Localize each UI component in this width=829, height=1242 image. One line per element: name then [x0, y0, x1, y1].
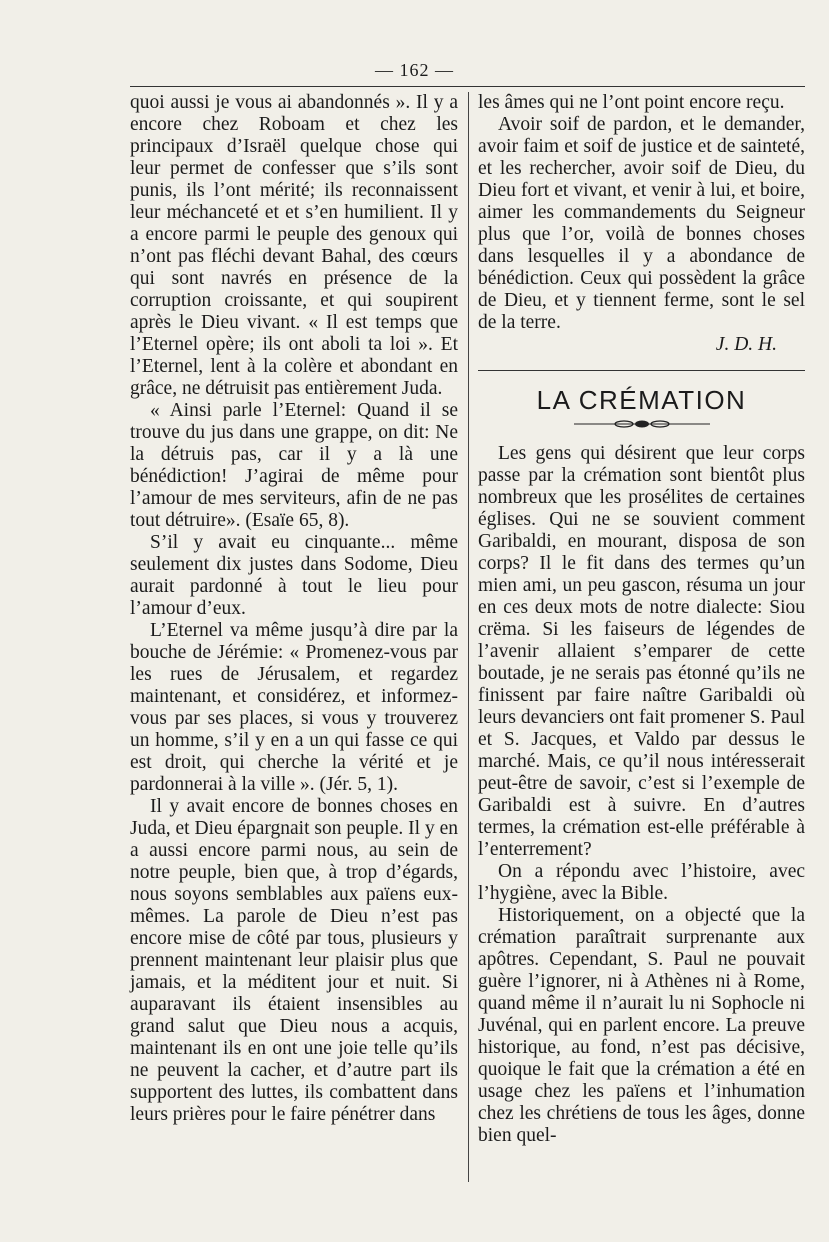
page-number: — 162 — — [375, 60, 454, 80]
paragraph: Historiquement, on a objecté que la crémation paraîtrait surprenante aux apôtres. Cependant, S. Paul ne pouvait guère l’ignorer, ni à Athènes ni à Rome, quand même il n’aurait lu ni Sophocle ni Juvénal, qui en parlent encore. La preuve historique, au fond, n’est pas décisive, quoique le fait que la crémation a été en usage chez les païens et l’inhumation chez les chrétiens de tous les âges, donne bien quel- — [478, 905, 805, 1146]
paragraph: les âmes qui ne l’ont point encore reçu. — [478, 92, 785, 113]
right-column — [478, 92, 805, 1147]
paragraph: Les gens qui désirent que leur corps passe par la crémation sont bientôt plus nombreux que les prosélites de certaines églises. Qui ne se souvient comment Garibaldi, en mourant, disposa de son corps? Il le fit dans des termes qu’un mien ami, un peu gascon, résuma un jour en ces deux mots de notre dialecte: Siou crëma. Si les faiseurs de légendes de l’avenir allaient s’emparer de cette boutade, je ne serais pas étonné qu’ils ne finissent par faire naître Garibaldi où leurs devanciers ont fait promener S. Paul et S. Jacques, et Valdo par dessus le marché. Mais, ce qu’il nous intéresserait peut-être de savoir, c’est si l’exemple de Garibaldi est à suivre. En d’autres termes, la crémation est-elle préférable à l’enterrement? — [478, 443, 805, 860]
column-divider — [468, 92, 469, 1182]
header-rule — [130, 86, 805, 87]
paragraph: Il y avait encore de bonnes choses en Juda, et Dieu épargnait son peuple. Il y en a aussi encore parmi nous, au sein de notre peuple, bien que, à trop d’égards, nous soyons semblables aux païens eux-mêmes. La parole de Dieu n’est pas encore mise de côté par tous, plusieurs y prennent maintenant leur plaisir plus que jamais, et la méditent jour et nuit. Si auparavant ils étaient insensibles au grand salut que Dieu nous a acquis, maintenant ils en ont une joie telle qu’ils ne peuvent la cacher, et d’autre part ils supportent des luttes, ils combattent dans leurs prières pour le faire pénétrer dans — [130, 796, 458, 1125]
paragraph: « Ainsi parle l’Eternel: Quand il se trouve du jus dans une grappe, on dit: Ne la détruis pas, car il y a là une bénédiction! J’agirai de même pour l’amour de mes serviteurs, afin de ne pas tout détruire». (Esaïe 65, 8). — [130, 400, 458, 531]
author-signature: J. D. H. — [715, 334, 777, 355]
left-column — [130, 92, 458, 1126]
paragraph: quoi aussi je vous ai abandonnés ». Il y a encore chez Roboam et chez les principaux d’Israël quelque chose qui leur permet de confesser que s’ils sont punis, ils l’ont mérité; ils reconnaissent leur méchanceté et et s’en humilient. Il y a encore parmi le peuple des genoux qui n’ont pas fléchi devant Bahal, des cœurs qui sont navrés en présence de la corruption croissante, et qui soupirent après le Dieu vivant. « Il est temps que l’Eternel opère; ils ont aboli ta loi ». Et l’Eternel, lent à la colère et abondant en grâce, ne détruisit pas entièrement Juda. — [130, 92, 458, 399]
ornament-flourish — [572, 419, 712, 429]
section-separator — [478, 370, 805, 371]
paragraph: Avoir soif de pardon, et le demander, avoir faim et soif de justice et de sainteté, et les rechercher, avoir soif de Dieu, du Dieu fort et vivant, et venir à lui, et boire, aimer les commandements du Seigneur plus que l’or, voilà de bonnes choses dans lesquelles il y a abondance de bénédiction. Ceux qui possèdent la grâce de Dieu, et y tiennent ferme, sont le sel de la terre. — [478, 114, 805, 333]
section-title: LA CRÉMATION — [536, 385, 747, 415]
paragraph: On a répondu avec l’histoire, avec l’hygiène, avec la Bible. — [478, 861, 805, 904]
paragraph: S’il y avait eu cinquante... même seulement dix justes dans Sodome, Dieu aurait pardonné à tout le lieu pour l’amour d’eux. — [130, 532, 458, 619]
paragraph: L’Eternel va même jusqu’à dire par la bouche de Jérémie: « Promenez-vous par les rues de Jérusalem, et regardez maintenant, et considérez, et informez-vous par ses places, si vous y trouverez un homme, s’il y en a un qui fasse ce qui est droit, qui cherche la vérité et je pardonnerai à la ville ». (Jér. 5, 1). — [130, 620, 458, 795]
